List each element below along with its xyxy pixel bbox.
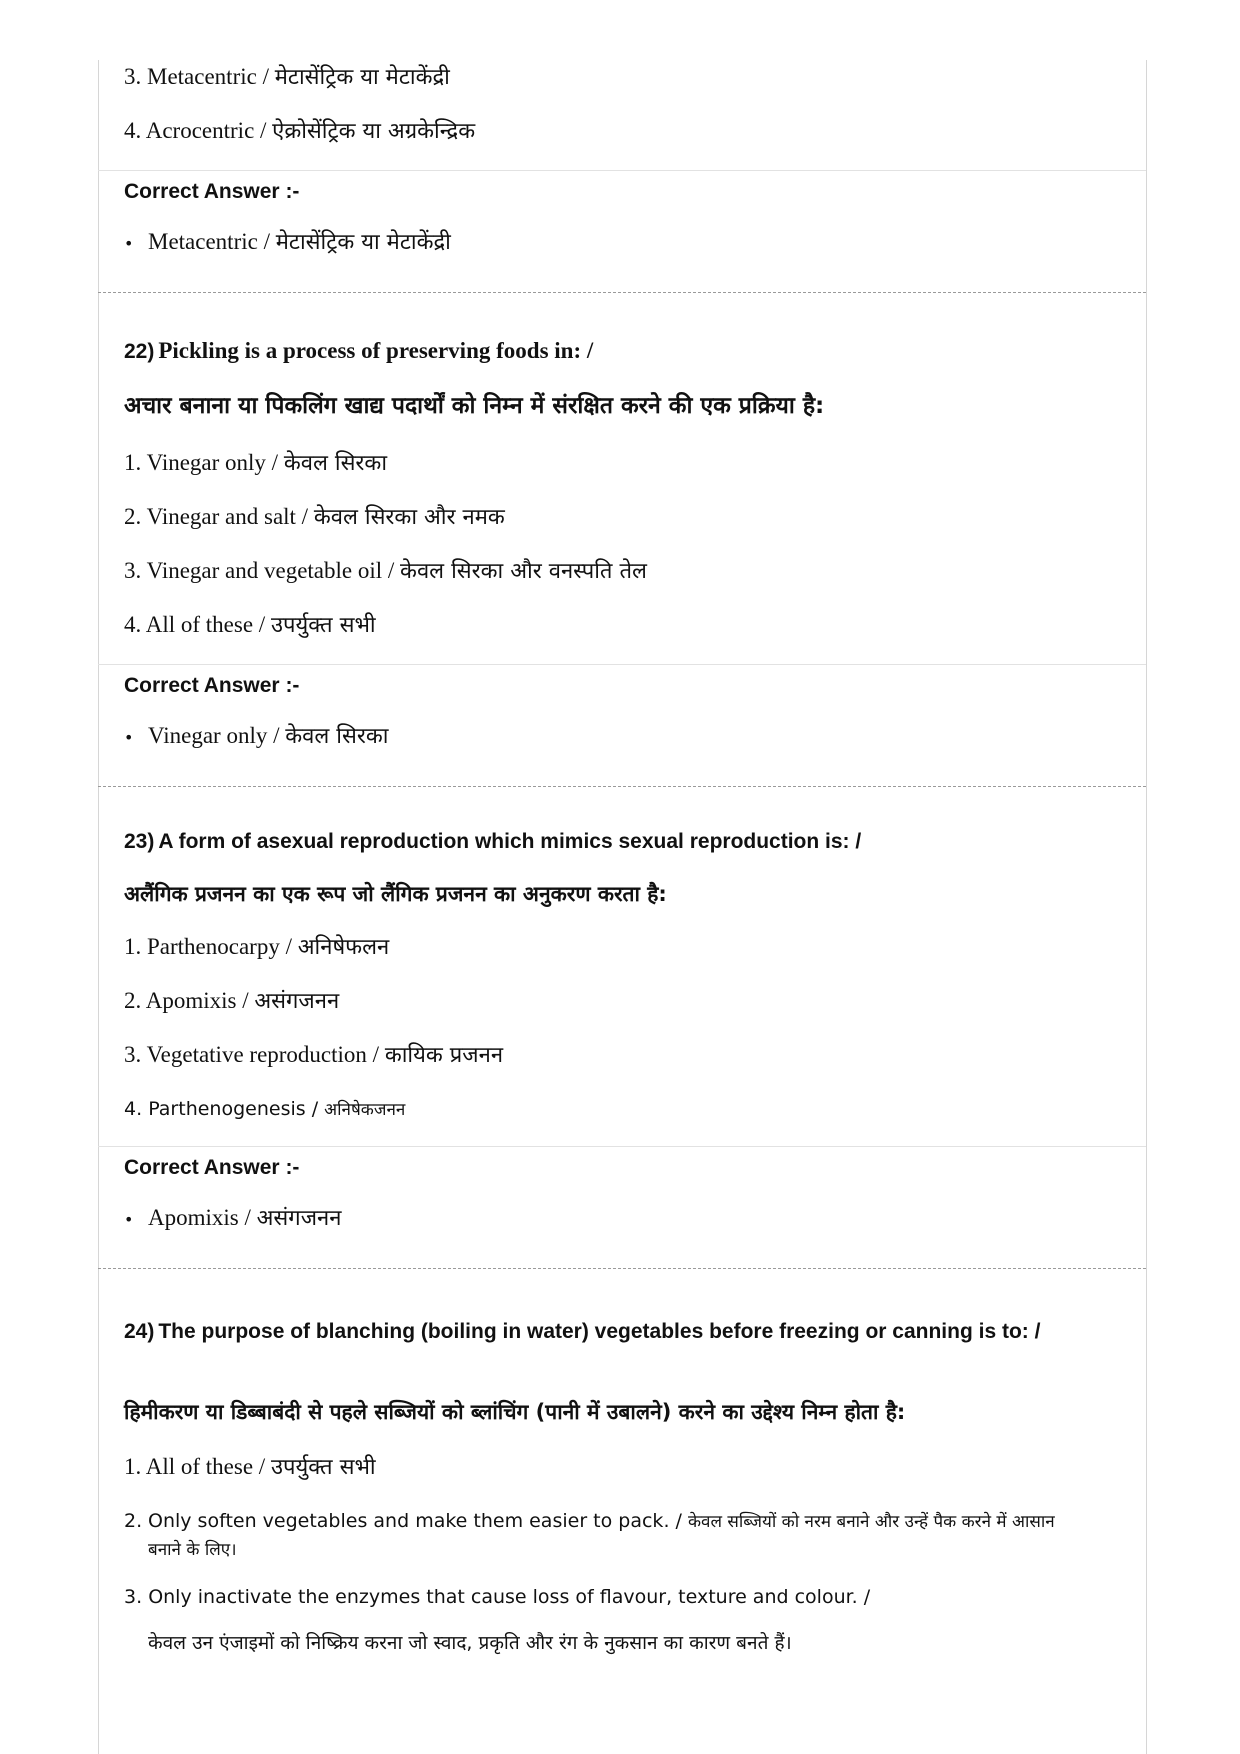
question-number: 22) — [124, 340, 155, 363]
option-item: 2. Only soften vegetables and make them easier to pack. / केवल सब्जियों को नरम बनाने और उन्हें पैक करने में आसान बनाने के लिए। — [124, 1510, 1055, 1560]
question-divider — [98, 1268, 1146, 1269]
question-23 — [124, 830, 1124, 854]
option-item: 3. Vinegar and vegetable oil / केवल सिरका और वनस्पति तेल — [124, 558, 647, 584]
divider — [98, 664, 1146, 665]
option-item: 2. Vinegar and salt / केवल सिरका और नमक — [124, 504, 505, 530]
option-item: 1. Vinegar only / केवल सिरका — [124, 450, 388, 476]
option-item: 4. All of these / उपर्युक्त सभी — [124, 612, 376, 638]
question-number: 24) — [124, 1320, 155, 1343]
bullet-icon: • — [124, 728, 134, 747]
correct-answer: • Apomixis / असंगजनन — [124, 1205, 342, 1231]
question-number: 23) — [124, 830, 155, 853]
q22-options — [124, 436, 1124, 652]
question-text-en: A form of asexual reproduction which mimics sexual reproduction is: / — [158, 830, 862, 853]
question-text-en: The purpose of blanching (boiling in water) vegetables before freezing or canning is to: / — [158, 1320, 1041, 1343]
option-item: 1. Parthenocarpy / अनिषेफलन — [124, 934, 390, 960]
divider — [98, 1146, 1146, 1147]
option-item: 2. Apomixis / असंगजनन — [124, 988, 340, 1014]
question-22 — [124, 338, 1124, 364]
correct-answer-label: Correct Answer :- — [124, 180, 300, 203]
question-text-hi: अलैंगिक प्रजनन का एक रूप जो लैंगिक प्रजनन का अनुकरण करता है: — [124, 882, 667, 906]
question-24 — [124, 1316, 1124, 1349]
option-item: 4. Acrocentric / ऐक्रोसेंट्रिक या अग्रकेन्द्रिक — [124, 118, 476, 144]
bullet-icon: • — [124, 234, 134, 253]
correct-answer-label: Correct Answer :- — [124, 1156, 300, 1179]
q23-options — [124, 920, 1124, 1136]
correct-answer: • Metacentric / मेटासेंट्रिक या मेटाकेंद्री — [124, 229, 451, 255]
page-left-border — [98, 60, 99, 1754]
option-hindi-text: केवल उन एंजाइमों को निष्क्रिय करना जो स्वाद, प्रकृति और रंग के नुकसान का कारण बनते हैं। — [148, 1632, 792, 1654]
q24-option-1 — [124, 1440, 1124, 1494]
bullet-icon: • — [124, 1210, 134, 1229]
option-item: 3. Vegetative reproduction / कायिक प्रजनन — [124, 1042, 504, 1068]
question-text-hi: हिमीकरण या डिब्बाबंदी से पहले सब्जियों को ब्लांचिंग (पानी में उबालने) करने का उद्देश्य निम्न होता है: — [124, 1400, 906, 1424]
question-text-hi: अचार बनाना या पिकलिंग खाद्य पदार्थों को निम्न में संरक्षित करने की एक प्रक्रिया है: — [124, 393, 825, 419]
question-divider — [98, 786, 1146, 787]
q21-options — [124, 50, 1124, 158]
option-item: 3. Only inactivate the enzymes that cause loss of flavour, texture and colour. / — [124, 1586, 871, 1608]
divider — [98, 170, 1146, 171]
correct-answer: • Vinegar only / केवल सिरका — [124, 723, 389, 749]
page-right-border — [1146, 60, 1147, 1754]
option-item: 1. All of these / उपर्युक्त सभी — [124, 1454, 376, 1480]
option-item: 4. Parthenogenesis / अनिषेकजनन — [124, 1098, 406, 1120]
correct-answer-label: Correct Answer :- — [124, 674, 300, 697]
question-divider — [98, 292, 1146, 293]
question-text-en: Pickling is a process of preserving foods in: / — [158, 338, 594, 363]
option-item: 3. Metacentric / मेटासेंट्रिक या मेटाकेंद्री — [124, 64, 450, 90]
